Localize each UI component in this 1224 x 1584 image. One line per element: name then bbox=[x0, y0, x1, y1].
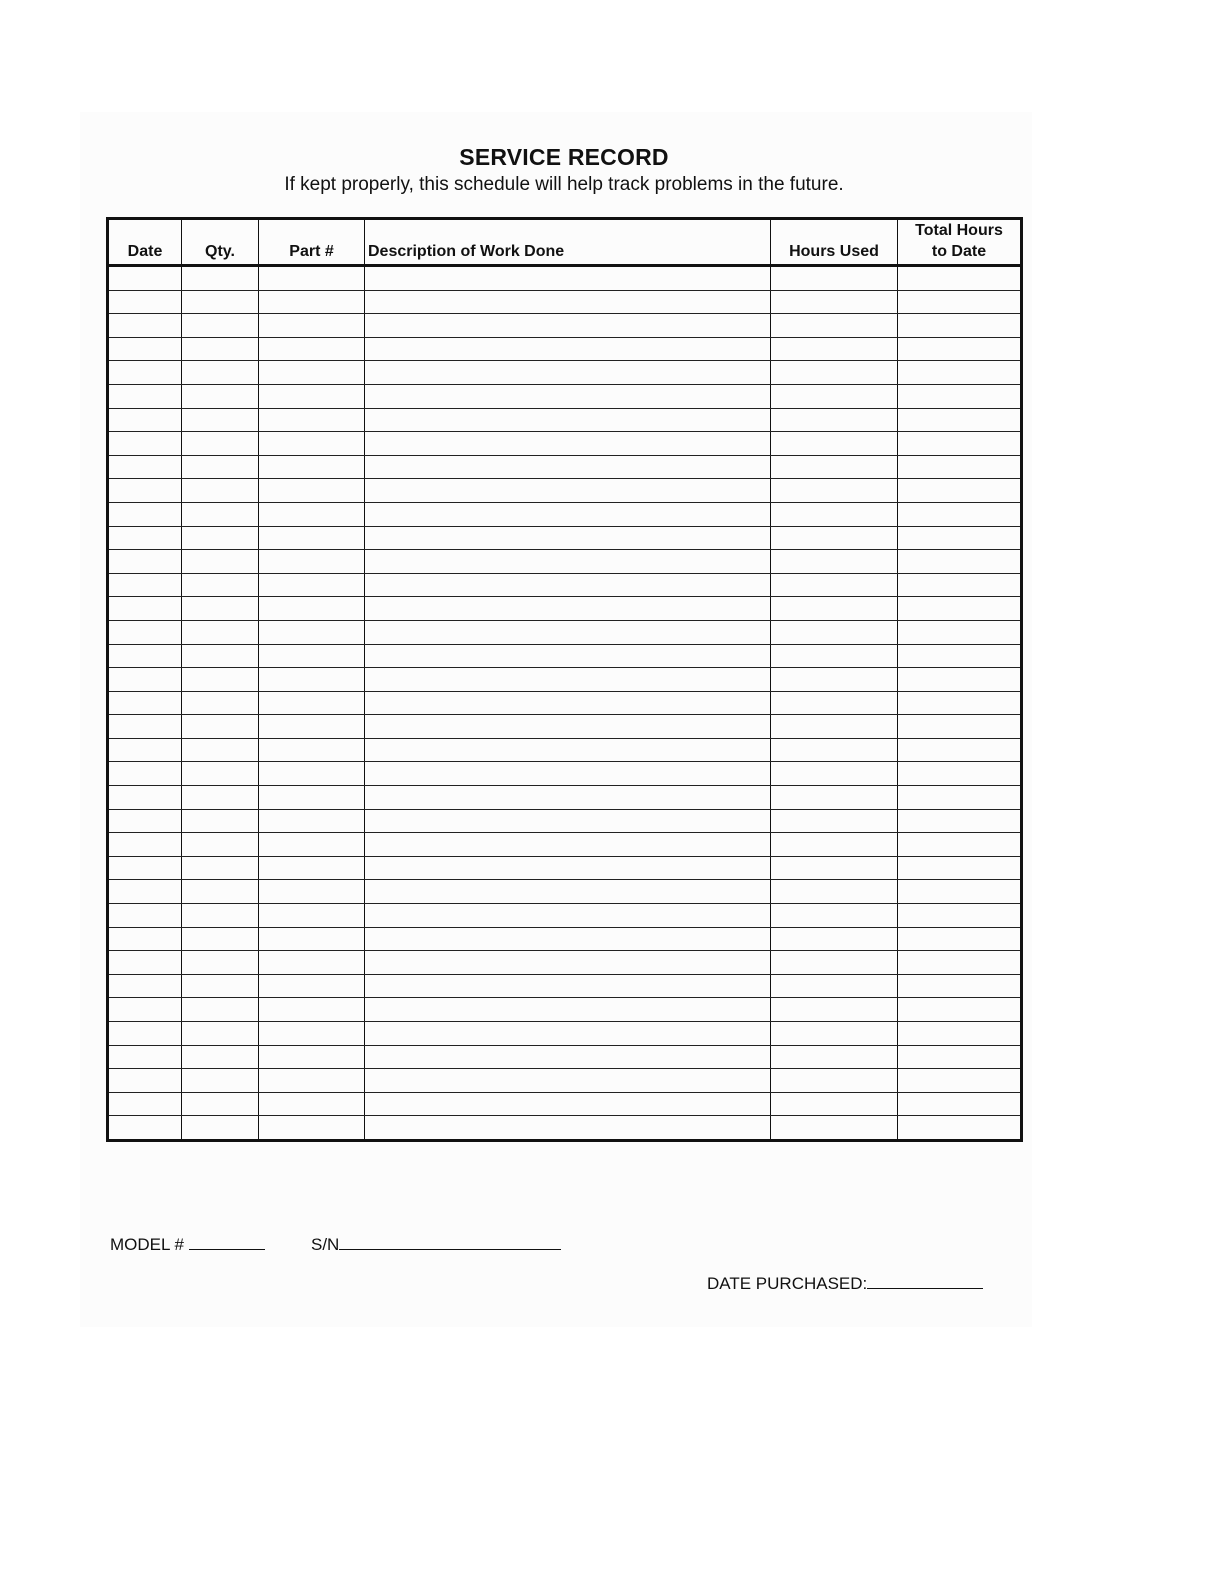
cell-description[interactable] bbox=[365, 502, 771, 526]
cell-qty[interactable] bbox=[182, 927, 259, 951]
table-row bbox=[108, 904, 1022, 928]
cell-part[interactable] bbox=[259, 550, 365, 574]
cell-qty[interactable] bbox=[182, 998, 259, 1022]
cell-description[interactable] bbox=[365, 361, 771, 385]
cell-date[interactable] bbox=[108, 550, 182, 574]
cell-qty[interactable] bbox=[182, 408, 259, 432]
cell-total-hours[interactable] bbox=[898, 856, 1022, 880]
cell-hours-used[interactable] bbox=[771, 384, 898, 408]
cell-total-hours[interactable] bbox=[898, 1116, 1022, 1141]
cell-hours-used[interactable] bbox=[771, 361, 898, 385]
table-row bbox=[108, 314, 1022, 338]
cell-qty[interactable] bbox=[182, 738, 259, 762]
cell-description[interactable] bbox=[365, 951, 771, 975]
cell-description[interactable] bbox=[365, 691, 771, 715]
cell-part[interactable] bbox=[259, 927, 365, 951]
table-row bbox=[108, 762, 1022, 786]
cell-hours-used[interactable] bbox=[771, 408, 898, 432]
cell-description[interactable] bbox=[365, 998, 771, 1022]
cell-part[interactable] bbox=[259, 573, 365, 597]
cell-part[interactable] bbox=[259, 974, 365, 998]
cell-part[interactable] bbox=[259, 738, 365, 762]
cell-part[interactable] bbox=[259, 998, 365, 1022]
column-header-total-hours-line2: to Date bbox=[931, 243, 987, 260]
cell-hours-used[interactable] bbox=[771, 620, 898, 644]
table-row bbox=[108, 880, 1022, 904]
cell-date[interactable] bbox=[108, 998, 182, 1022]
table-row bbox=[108, 833, 1022, 857]
cell-part[interactable] bbox=[259, 479, 365, 503]
cell-description[interactable] bbox=[365, 927, 771, 951]
cell-qty[interactable] bbox=[182, 1069, 259, 1093]
cell-total-hours[interactable] bbox=[898, 904, 1022, 928]
cell-date[interactable] bbox=[108, 786, 182, 810]
cell-part[interactable] bbox=[259, 833, 365, 857]
table-row bbox=[108, 502, 1022, 526]
cell-total-hours[interactable] bbox=[898, 1022, 1022, 1046]
table-row bbox=[108, 1116, 1022, 1141]
page-subtitle: If kept properly, this schedule will help track problems in the future. bbox=[284, 174, 844, 195]
cell-part[interactable] bbox=[259, 337, 365, 361]
cell-total-hours[interactable] bbox=[898, 715, 1022, 739]
cell-part[interactable] bbox=[259, 809, 365, 833]
cell-date[interactable] bbox=[108, 408, 182, 432]
table-row bbox=[108, 1069, 1022, 1093]
table-row bbox=[108, 738, 1022, 762]
table-row bbox=[108, 384, 1022, 408]
cell-qty[interactable] bbox=[182, 786, 259, 810]
cell-hours-used[interactable] bbox=[771, 550, 898, 574]
cell-part[interactable] bbox=[259, 786, 365, 810]
cell-description[interactable] bbox=[365, 526, 771, 550]
table-row bbox=[108, 455, 1022, 479]
cell-description[interactable] bbox=[365, 833, 771, 857]
cell-date[interactable] bbox=[108, 1045, 182, 1069]
cell-date[interactable] bbox=[108, 904, 182, 928]
cell-hours-used[interactable] bbox=[771, 738, 898, 762]
table-row bbox=[108, 620, 1022, 644]
cell-total-hours[interactable] bbox=[898, 1092, 1022, 1116]
table-row bbox=[108, 691, 1022, 715]
cell-qty[interactable] bbox=[182, 573, 259, 597]
cell-hours-used[interactable] bbox=[771, 1045, 898, 1069]
cell-part[interactable] bbox=[259, 408, 365, 432]
cell-hours-used[interactable] bbox=[771, 927, 898, 951]
cell-description[interactable] bbox=[365, 408, 771, 432]
cell-hours-used[interactable] bbox=[771, 573, 898, 597]
cell-description[interactable] bbox=[365, 620, 771, 644]
cell-description[interactable] bbox=[365, 597, 771, 621]
cell-date[interactable] bbox=[108, 880, 182, 904]
cell-qty[interactable] bbox=[182, 479, 259, 503]
cell-qty[interactable] bbox=[182, 880, 259, 904]
cell-part[interactable] bbox=[259, 762, 365, 786]
cell-description[interactable] bbox=[365, 1069, 771, 1093]
cell-description[interactable] bbox=[365, 337, 771, 361]
cell-part[interactable] bbox=[259, 880, 365, 904]
cell-hours-used[interactable] bbox=[771, 856, 898, 880]
table-body bbox=[108, 266, 1022, 1141]
table-row bbox=[108, 479, 1022, 503]
table-row bbox=[108, 361, 1022, 385]
cell-date[interactable] bbox=[108, 337, 182, 361]
cell-part[interactable] bbox=[259, 668, 365, 692]
cell-qty[interactable] bbox=[182, 620, 259, 644]
table-row bbox=[108, 1022, 1022, 1046]
cell-date[interactable] bbox=[108, 809, 182, 833]
cell-total-hours[interactable] bbox=[898, 290, 1022, 314]
cell-hours-used[interactable] bbox=[771, 904, 898, 928]
cell-part[interactable] bbox=[259, 266, 365, 291]
cell-part[interactable] bbox=[259, 1045, 365, 1069]
cell-qty[interactable] bbox=[182, 455, 259, 479]
cell-qty[interactable] bbox=[182, 526, 259, 550]
cell-part[interactable] bbox=[259, 502, 365, 526]
cell-hours-used[interactable] bbox=[771, 314, 898, 338]
table-header-row bbox=[108, 219, 1022, 266]
cell-part[interactable] bbox=[259, 1092, 365, 1116]
cell-description[interactable] bbox=[365, 762, 771, 786]
cell-date[interactable] bbox=[108, 974, 182, 998]
cell-total-hours[interactable] bbox=[898, 526, 1022, 550]
cell-qty[interactable] bbox=[182, 974, 259, 998]
cell-hours-used[interactable] bbox=[771, 951, 898, 975]
cell-total-hours[interactable] bbox=[898, 573, 1022, 597]
cell-part[interactable] bbox=[259, 1022, 365, 1046]
cell-description[interactable] bbox=[365, 668, 771, 692]
column-header-description: Description of Work Done bbox=[365, 219, 771, 266]
cell-total-hours[interactable] bbox=[898, 927, 1022, 951]
cell-qty[interactable] bbox=[182, 762, 259, 786]
cell-total-hours[interactable] bbox=[898, 1069, 1022, 1093]
cell-date[interactable] bbox=[108, 290, 182, 314]
cell-hours-used[interactable] bbox=[771, 974, 898, 998]
model-blank-line[interactable] bbox=[189, 1233, 265, 1250]
cell-qty[interactable] bbox=[182, 833, 259, 857]
model-field bbox=[110, 1233, 265, 1255]
cell-description[interactable] bbox=[365, 266, 771, 291]
cell-part[interactable] bbox=[259, 1116, 365, 1141]
cell-qty[interactable] bbox=[182, 856, 259, 880]
cell-date[interactable] bbox=[108, 432, 182, 456]
cell-date[interactable] bbox=[108, 762, 182, 786]
table-row bbox=[108, 998, 1022, 1022]
cell-qty[interactable] bbox=[182, 361, 259, 385]
cell-part[interactable] bbox=[259, 951, 365, 975]
cell-date[interactable] bbox=[108, 620, 182, 644]
cell-part[interactable] bbox=[259, 715, 365, 739]
cell-qty[interactable] bbox=[182, 668, 259, 692]
table-row bbox=[108, 644, 1022, 668]
table-row bbox=[108, 597, 1022, 621]
cell-hours-used[interactable] bbox=[771, 644, 898, 668]
table-row bbox=[108, 1092, 1022, 1116]
table-row bbox=[108, 408, 1022, 432]
table-row bbox=[108, 715, 1022, 739]
cell-total-hours[interactable] bbox=[898, 974, 1022, 998]
cell-description[interactable] bbox=[365, 384, 771, 408]
cell-date[interactable] bbox=[108, 856, 182, 880]
table-row bbox=[108, 573, 1022, 597]
table-row bbox=[108, 668, 1022, 692]
cell-part[interactable] bbox=[259, 526, 365, 550]
cell-total-hours[interactable] bbox=[898, 620, 1022, 644]
cell-total-hours[interactable] bbox=[898, 266, 1022, 291]
cell-date[interactable] bbox=[108, 526, 182, 550]
cell-qty[interactable] bbox=[182, 432, 259, 456]
cell-description[interactable] bbox=[365, 904, 771, 928]
cell-qty[interactable] bbox=[182, 597, 259, 621]
cell-qty[interactable] bbox=[182, 715, 259, 739]
cell-hours-used[interactable] bbox=[771, 266, 898, 291]
cell-qty[interactable] bbox=[182, 314, 259, 338]
cell-description[interactable] bbox=[365, 786, 771, 810]
table-row bbox=[108, 1045, 1022, 1069]
date-purchased-field bbox=[707, 1272, 983, 1294]
cell-date[interactable] bbox=[108, 1116, 182, 1141]
cell-total-hours[interactable] bbox=[898, 597, 1022, 621]
cell-qty[interactable] bbox=[182, 904, 259, 928]
cell-qty[interactable] bbox=[182, 1045, 259, 1069]
cell-total-hours[interactable] bbox=[898, 361, 1022, 385]
cell-hours-used[interactable] bbox=[771, 715, 898, 739]
cell-total-hours[interactable] bbox=[898, 1045, 1022, 1069]
cell-part[interactable] bbox=[259, 691, 365, 715]
cell-part[interactable] bbox=[259, 314, 365, 338]
cell-date[interactable] bbox=[108, 927, 182, 951]
cell-description[interactable] bbox=[365, 290, 771, 314]
cell-description[interactable] bbox=[365, 974, 771, 998]
cell-hours-used[interactable] bbox=[771, 1069, 898, 1093]
cell-description[interactable] bbox=[365, 715, 771, 739]
cell-date[interactable] bbox=[108, 455, 182, 479]
table-row bbox=[108, 856, 1022, 880]
table-row bbox=[108, 809, 1022, 833]
cell-hours-used[interactable] bbox=[771, 1022, 898, 1046]
cell-part[interactable] bbox=[259, 644, 365, 668]
cell-total-hours[interactable] bbox=[898, 337, 1022, 361]
cell-hours-used[interactable] bbox=[771, 432, 898, 456]
cell-description[interactable] bbox=[365, 1022, 771, 1046]
cell-hours-used[interactable] bbox=[771, 786, 898, 810]
table-row bbox=[108, 951, 1022, 975]
column-header-total-hours bbox=[898, 219, 1022, 266]
cell-date[interactable] bbox=[108, 502, 182, 526]
cell-qty[interactable] bbox=[182, 550, 259, 574]
cell-total-hours[interactable] bbox=[898, 880, 1022, 904]
cell-part[interactable] bbox=[259, 904, 365, 928]
cell-hours-used[interactable] bbox=[771, 762, 898, 786]
cell-hours-used[interactable] bbox=[771, 998, 898, 1022]
model-label: MODEL # bbox=[110, 1235, 185, 1254]
cell-part[interactable] bbox=[259, 597, 365, 621]
cell-hours-used[interactable] bbox=[771, 526, 898, 550]
cell-date[interactable] bbox=[108, 1069, 182, 1093]
cell-description[interactable] bbox=[365, 314, 771, 338]
cell-qty[interactable] bbox=[182, 691, 259, 715]
cell-description[interactable] bbox=[365, 856, 771, 880]
cell-description[interactable] bbox=[365, 644, 771, 668]
cell-qty[interactable] bbox=[182, 644, 259, 668]
cell-qty[interactable] bbox=[182, 1092, 259, 1116]
cell-total-hours[interactable] bbox=[898, 502, 1022, 526]
cell-description[interactable] bbox=[365, 573, 771, 597]
cell-hours-used[interactable] bbox=[771, 880, 898, 904]
cell-total-hours[interactable] bbox=[898, 314, 1022, 338]
cell-part[interactable] bbox=[259, 856, 365, 880]
cell-total-hours[interactable] bbox=[898, 691, 1022, 715]
cell-date[interactable] bbox=[108, 644, 182, 668]
cell-part[interactable] bbox=[259, 361, 365, 385]
cell-qty[interactable] bbox=[182, 809, 259, 833]
table-row bbox=[108, 432, 1022, 456]
cell-qty[interactable] bbox=[182, 384, 259, 408]
cell-hours-used[interactable] bbox=[771, 455, 898, 479]
cell-description[interactable] bbox=[365, 550, 771, 574]
cell-hours-used[interactable] bbox=[771, 337, 898, 361]
cell-date[interactable] bbox=[108, 314, 182, 338]
cell-description[interactable] bbox=[365, 1116, 771, 1141]
cell-total-hours[interactable] bbox=[898, 951, 1022, 975]
cell-part[interactable] bbox=[259, 384, 365, 408]
cell-total-hours[interactable] bbox=[898, 762, 1022, 786]
cell-part[interactable] bbox=[259, 1069, 365, 1093]
cell-total-hours[interactable] bbox=[898, 384, 1022, 408]
cell-description[interactable] bbox=[365, 738, 771, 762]
serial-number-blank-line[interactable] bbox=[339, 1233, 561, 1250]
cell-date[interactable] bbox=[108, 668, 182, 692]
cell-date[interactable] bbox=[108, 951, 182, 975]
table-row bbox=[108, 526, 1022, 550]
cell-hours-used[interactable] bbox=[771, 290, 898, 314]
cell-date[interactable] bbox=[108, 384, 182, 408]
cell-date[interactable] bbox=[108, 715, 182, 739]
cell-qty[interactable] bbox=[182, 290, 259, 314]
column-header-part: Part # bbox=[259, 219, 365, 266]
cell-description[interactable] bbox=[365, 809, 771, 833]
serial-number-label: S/N bbox=[311, 1235, 340, 1254]
cell-qty[interactable] bbox=[182, 1022, 259, 1046]
cell-total-hours[interactable] bbox=[898, 455, 1022, 479]
cell-total-hours[interactable] bbox=[898, 668, 1022, 692]
cell-part[interactable] bbox=[259, 455, 365, 479]
table-row bbox=[108, 927, 1022, 951]
cell-total-hours[interactable] bbox=[898, 479, 1022, 503]
table-row bbox=[108, 786, 1022, 810]
cell-qty[interactable] bbox=[182, 502, 259, 526]
cell-total-hours[interactable] bbox=[898, 550, 1022, 574]
service-record-table bbox=[106, 217, 1023, 1142]
cell-hours-used[interactable] bbox=[771, 809, 898, 833]
cell-qty[interactable] bbox=[182, 951, 259, 975]
cell-date[interactable] bbox=[108, 833, 182, 857]
cell-description[interactable] bbox=[365, 432, 771, 456]
cell-date[interactable] bbox=[108, 691, 182, 715]
cell-total-hours[interactable] bbox=[898, 432, 1022, 456]
cell-hours-used[interactable] bbox=[771, 691, 898, 715]
cell-hours-used[interactable] bbox=[771, 1092, 898, 1116]
cell-hours-used[interactable] bbox=[771, 479, 898, 503]
cell-part[interactable] bbox=[259, 290, 365, 314]
cell-total-hours[interactable] bbox=[898, 786, 1022, 810]
table-row bbox=[108, 337, 1022, 361]
serial-number-field bbox=[311, 1233, 561, 1255]
column-header-date: Date bbox=[108, 219, 182, 266]
cell-qty[interactable] bbox=[182, 337, 259, 361]
cell-description[interactable] bbox=[365, 455, 771, 479]
date-purchased-label: DATE PURCHASED: bbox=[707, 1274, 868, 1293]
cell-hours-used[interactable] bbox=[771, 833, 898, 857]
table-row bbox=[108, 974, 1022, 998]
cell-description[interactable] bbox=[365, 1045, 771, 1069]
cell-description[interactable] bbox=[365, 479, 771, 503]
cell-hours-used[interactable] bbox=[771, 668, 898, 692]
cell-total-hours[interactable] bbox=[898, 998, 1022, 1022]
cell-hours-used[interactable] bbox=[771, 1116, 898, 1141]
column-header-hours-used: Hours Used bbox=[771, 219, 898, 266]
cell-total-hours[interactable] bbox=[898, 738, 1022, 762]
cell-part[interactable] bbox=[259, 620, 365, 644]
cell-description[interactable] bbox=[365, 1092, 771, 1116]
page-title: SERVICE RECORD bbox=[459, 144, 669, 170]
cell-date[interactable] bbox=[108, 1092, 182, 1116]
cell-date[interactable] bbox=[108, 361, 182, 385]
cell-hours-used[interactable] bbox=[771, 502, 898, 526]
date-purchased-blank-line[interactable] bbox=[867, 1272, 983, 1289]
cell-qty[interactable] bbox=[182, 1116, 259, 1141]
cell-date[interactable] bbox=[108, 479, 182, 503]
column-header-qty: Qty. bbox=[182, 219, 259, 266]
cell-date[interactable] bbox=[108, 266, 182, 291]
cell-total-hours[interactable] bbox=[898, 644, 1022, 668]
column-header-total-hours-line1: Total Hours bbox=[915, 222, 1003, 239]
cell-total-hours[interactable] bbox=[898, 833, 1022, 857]
cell-date[interactable] bbox=[108, 597, 182, 621]
cell-total-hours[interactable] bbox=[898, 408, 1022, 432]
cell-total-hours[interactable] bbox=[898, 809, 1022, 833]
cell-description[interactable] bbox=[365, 880, 771, 904]
cell-part[interactable] bbox=[259, 432, 365, 456]
cell-date[interactable] bbox=[108, 573, 182, 597]
table-row bbox=[108, 550, 1022, 574]
table-row bbox=[108, 266, 1022, 291]
cell-date[interactable] bbox=[108, 738, 182, 762]
table-row bbox=[108, 290, 1022, 314]
cell-qty[interactable] bbox=[182, 266, 259, 291]
cell-date[interactable] bbox=[108, 1022, 182, 1046]
cell-hours-used[interactable] bbox=[771, 597, 898, 621]
